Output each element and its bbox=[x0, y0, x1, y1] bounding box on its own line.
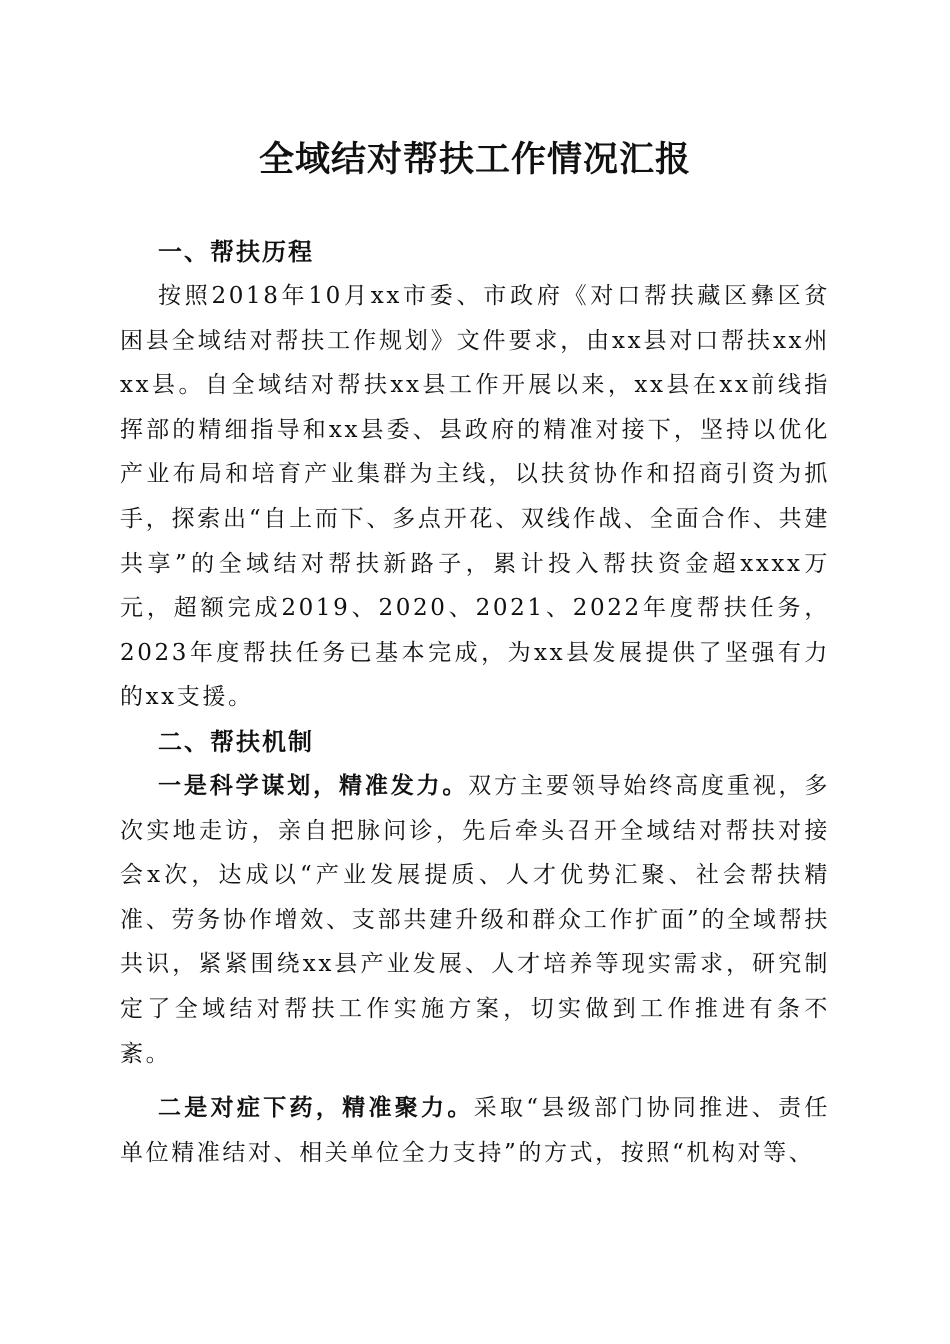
paragraph-text: 按照2018年10月xx市委、市政府《对口帮扶藏区彝区贫困县全域结对帮扶工作规划》文件要求，由xx县对口帮扶xx州xx县。自全域结对帮扶xx县工作开展以来，xx县在xx前线指挥部的精细指导和xx县委、县政府的精准对接下，坚持以优化产业布局和培育产业集群为主线，以扶贫协作和招商引资为抓手，探索出“自上而下、多点开花、双线作战、全面合作、共建共享”的全域结对帮扶新路子，累计投入帮扶资金超xxxx万元，超额完成2019、2020、2021、2022年度帮扶任务，2023年度帮扶任务已基本完成，为xx县发展提供了坚强有力的xx支援。 bbox=[120, 283, 830, 711]
section-heading: 一、帮扶历程 bbox=[158, 238, 314, 266]
section-heading: 二、帮扶机制 bbox=[158, 727, 314, 756]
paragraph bbox=[120, 1086, 830, 1175]
section-history bbox=[120, 230, 830, 720]
document-title: 全域结对帮扶工作情况汇报 bbox=[258, 139, 691, 180]
section-mechanism bbox=[120, 720, 830, 1175]
paragraph-lead: 一是科学谋划，精准发力。 bbox=[158, 772, 469, 799]
paragraph bbox=[120, 274, 830, 720]
paragraph-text: 采取“县级部门协同推进、责任单位精准结对、相关单位全力支持”的方式，按照“机构对等、 bbox=[120, 1095, 830, 1166]
document-body bbox=[120, 230, 830, 1175]
paragraph bbox=[120, 764, 830, 1076]
paragraph-spacer bbox=[120, 1076, 830, 1086]
paragraph-text: 双方主要领导始终高度重视，多次实地走访，亲自把脉问诊，先后牵头召开全域结对帮扶对接会x次，达成以“产业发展提质、人才优势汇聚、社会帮扶精准、劳务协作增效、支部共建升级和群众工作扩面”的全域帮扶共识，紧紧围绕xx县产业发展、人才培养等现实需求，研究制定了全域结对帮扶工作实施方案，切实做到工作推进有条不紊。 bbox=[120, 772, 831, 1067]
paragraph-lead: 二是对症下药，精准聚力。 bbox=[158, 1095, 474, 1122]
